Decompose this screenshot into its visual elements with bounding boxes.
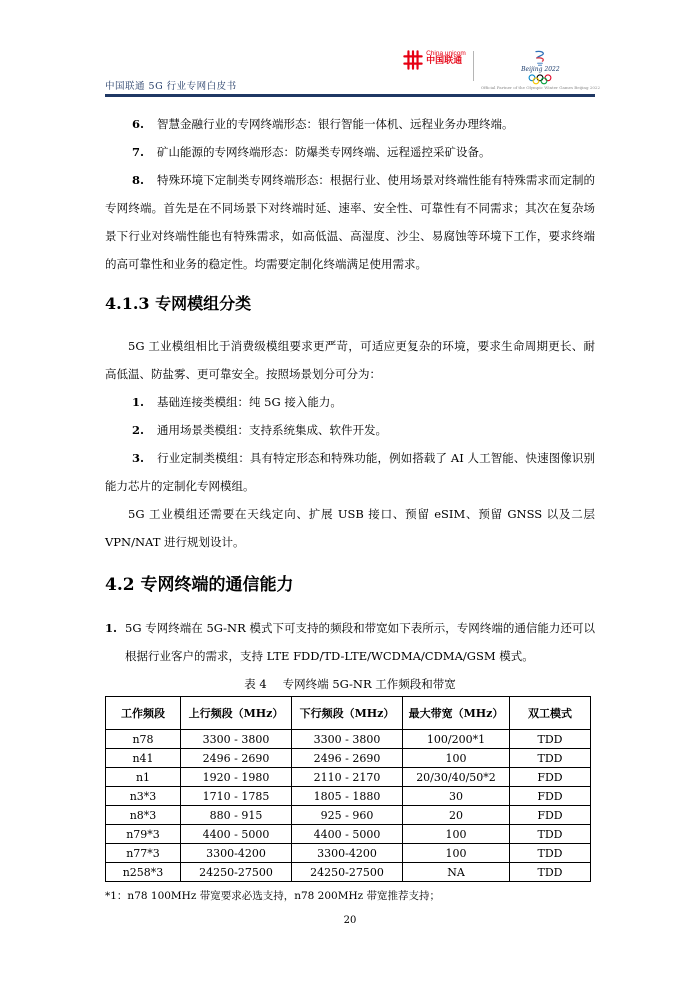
frequency-band-table	[105, 696, 591, 882]
china-unicom-logo-text-cn: 中国联通	[426, 56, 463, 67]
cell-bandwidth: 20/30/40/50*2	[403, 768, 510, 787]
cell-duplex: TDD	[510, 844, 591, 863]
list-item-number: 1.	[132, 395, 145, 409]
col-header-uplink: 上行频段（MHz）	[181, 697, 292, 730]
list-item-number: 6.	[132, 117, 145, 131]
table-caption-label: 表 4	[244, 677, 267, 691]
table-row	[106, 844, 591, 863]
list-item-number: 8.	[132, 173, 145, 187]
cell-duplex: FDD	[510, 806, 591, 825]
terminal-list-item-6	[105, 110, 595, 138]
table-row	[106, 749, 591, 768]
table-row	[106, 863, 591, 882]
cell-duplex: TDD	[510, 730, 591, 749]
cell-uplink: 1710 - 1785	[181, 787, 292, 806]
list-item-text: 行业定制类模组：具有特定形态和特殊功能，例如搭载了 AI 人工智能、快速图像识别能力芯片的定制化专网模组。	[105, 451, 595, 493]
logo-divider	[473, 51, 474, 81]
table-row	[106, 768, 591, 787]
china-unicom-logo-text	[426, 50, 466, 67]
list-item-text: 基础连接类模组：纯 5G 接入能力。	[157, 395, 342, 409]
terminal-list-item-8	[105, 166, 595, 278]
table-footnote: *1：n78 100MHz 带宽要求必选支持，n78 200MHz 带宽推荐支持；	[105, 890, 440, 902]
comm-capability-item-1	[105, 614, 595, 670]
list-item-number: 7.	[132, 145, 145, 159]
china-unicom-logo-text-en: China unicom	[426, 50, 466, 57]
cell-duplex: TDD	[510, 863, 591, 882]
module-list-item-2	[105, 416, 595, 444]
beijing-2022-emblem-icon	[533, 50, 547, 66]
cell-band: n8*3	[106, 806, 181, 825]
table-row	[106, 787, 591, 806]
list-item-text: 智慧金融行业的专网终端形态：银行智能一体机、远程业务办理终端。	[157, 117, 514, 131]
table-header-row	[106, 697, 591, 730]
list-item-number: 3.	[132, 451, 145, 465]
cell-duplex: TDD	[510, 825, 591, 844]
cell-band: n258*3	[106, 863, 181, 882]
cell-downlink: 3300 - 3800	[292, 730, 403, 749]
list-item-number: 2.	[132, 423, 145, 437]
cell-duplex: FDD	[510, 787, 591, 806]
cell-bandwidth: 100/200*1	[403, 730, 510, 749]
table-row	[106, 806, 591, 825]
cell-band: n3*3	[106, 787, 181, 806]
header-title: 中国联通 5G 行业专网白皮书	[105, 81, 237, 92]
header-rule	[105, 94, 595, 97]
cell-bandwidth: 20	[403, 806, 510, 825]
terminal-list-item-7	[105, 138, 595, 166]
header-logos	[403, 50, 600, 90]
cell-uplink: 3300-4200	[181, 844, 292, 863]
cell-bandwidth: 100	[403, 844, 510, 863]
cell-downlink: 2110 - 2170	[292, 768, 403, 787]
cell-band: n77*3	[106, 844, 181, 863]
cell-duplex: TDD	[510, 749, 591, 768]
list-item-text: 5G 专网终端在 5G-NR 模式下可支持的频段和带宽如下表所示，专网终端的通信能力还可以根据行业客户的需求，支持 LTE FDD/TD-LTE/WCDMA/CDMA/GSM 模式。	[125, 621, 595, 663]
cell-bandwidth: 30	[403, 787, 510, 806]
cell-bandwidth: NA	[403, 863, 510, 882]
beijing-2022-logo-text: Beijing 2022	[521, 66, 560, 73]
list-item-text: 矿山能源的专网终端形态：防爆类专网终端、远程遥控采矿设备。	[157, 145, 491, 159]
cell-bandwidth: 100	[403, 825, 510, 844]
list-item-text: 通用场景类模组：支持系统集成、软件开发。	[157, 423, 388, 437]
list-item-text: 特殊环境下定制类专网终端形态：根据行业、使用场景对终端性能有特殊需求而定制的专网终端。首先是在不同场景下对终端时延、速率、安全性、可靠性有不同需求；其次在复杂场景下行业对终端性能也有特殊需求，如高低温、高湿度、沙尘、易腐蚀等环境下工作，要求终端的高可靠性和业务的稳定性。均需要定制化终端满足使用需求。	[105, 173, 595, 271]
china-unicom-logo	[403, 50, 466, 70]
table-caption-text: 专网终端 5G-NR 工作频段和带宽	[282, 677, 456, 691]
cell-uplink: 2496 - 2690	[181, 749, 292, 768]
cell-duplex: FDD	[510, 768, 591, 787]
cell-downlink: 4400 - 5000	[292, 825, 403, 844]
module-intro-paragraph: 5G 工业模组相比于消费级模组要求更严苛，可适应更复杂的环境，要求生命周期更长、耐高低温、防盐雾、更可靠安全。按照场景划分可分为：	[105, 339, 595, 381]
section-heading-4-2: 4.2 专网终端的通信能力	[105, 575, 294, 595]
table-caption	[105, 674, 595, 694]
cell-band: n79*3	[106, 825, 181, 844]
china-unicom-knot-icon	[403, 50, 423, 70]
table-row	[106, 825, 591, 844]
cell-band: n78	[106, 730, 181, 749]
module-list-item-1	[105, 388, 595, 416]
table-row	[106, 730, 591, 749]
cell-uplink: 24250-27500	[181, 863, 292, 882]
cell-downlink: 3300-4200	[292, 844, 403, 863]
cell-uplink: 3300 - 3800	[181, 730, 292, 749]
col-header-downlink: 下行频段（MHz）	[292, 697, 403, 730]
olympic-rings-icon	[528, 74, 552, 85]
cell-downlink: 24250-27500	[292, 863, 403, 882]
cell-downlink: 1805 - 1880	[292, 787, 403, 806]
beijing-2022-partner-caption: Official Partner of the Olympic Winter Games Beijing 2022	[480, 85, 600, 90]
cell-band: n1	[106, 768, 181, 787]
document-body	[105, 110, 595, 904]
cell-uplink: 1920 - 1980	[181, 768, 292, 787]
col-header-bandwidth: 最大带宽（MHz）	[403, 697, 510, 730]
col-header-duplex: 双工模式	[510, 697, 591, 730]
cell-downlink: 2496 - 2690	[292, 749, 403, 768]
cell-bandwidth: 100	[403, 749, 510, 768]
cell-uplink: 880 - 915	[181, 806, 292, 825]
cell-uplink: 4400 - 5000	[181, 825, 292, 844]
module-list-item-3	[105, 444, 595, 500]
beijing-2022-logo	[481, 50, 600, 90]
cell-band: n41	[106, 749, 181, 768]
page-number: 20	[343, 915, 357, 926]
module-design-paragraph: 5G 工业模组还需要在天线定向、扩展 USB 接口、预留 eSIM、预留 GNSS 以及二层 VPN/NAT 进行规划设计。	[105, 507, 595, 549]
col-header-band: 工作频段	[106, 697, 181, 730]
list-item-number: 1.	[105, 621, 118, 635]
section-heading-4-1-3: 4.1.3 专网模组分类	[105, 294, 252, 313]
cell-downlink: 925 - 960	[292, 806, 403, 825]
